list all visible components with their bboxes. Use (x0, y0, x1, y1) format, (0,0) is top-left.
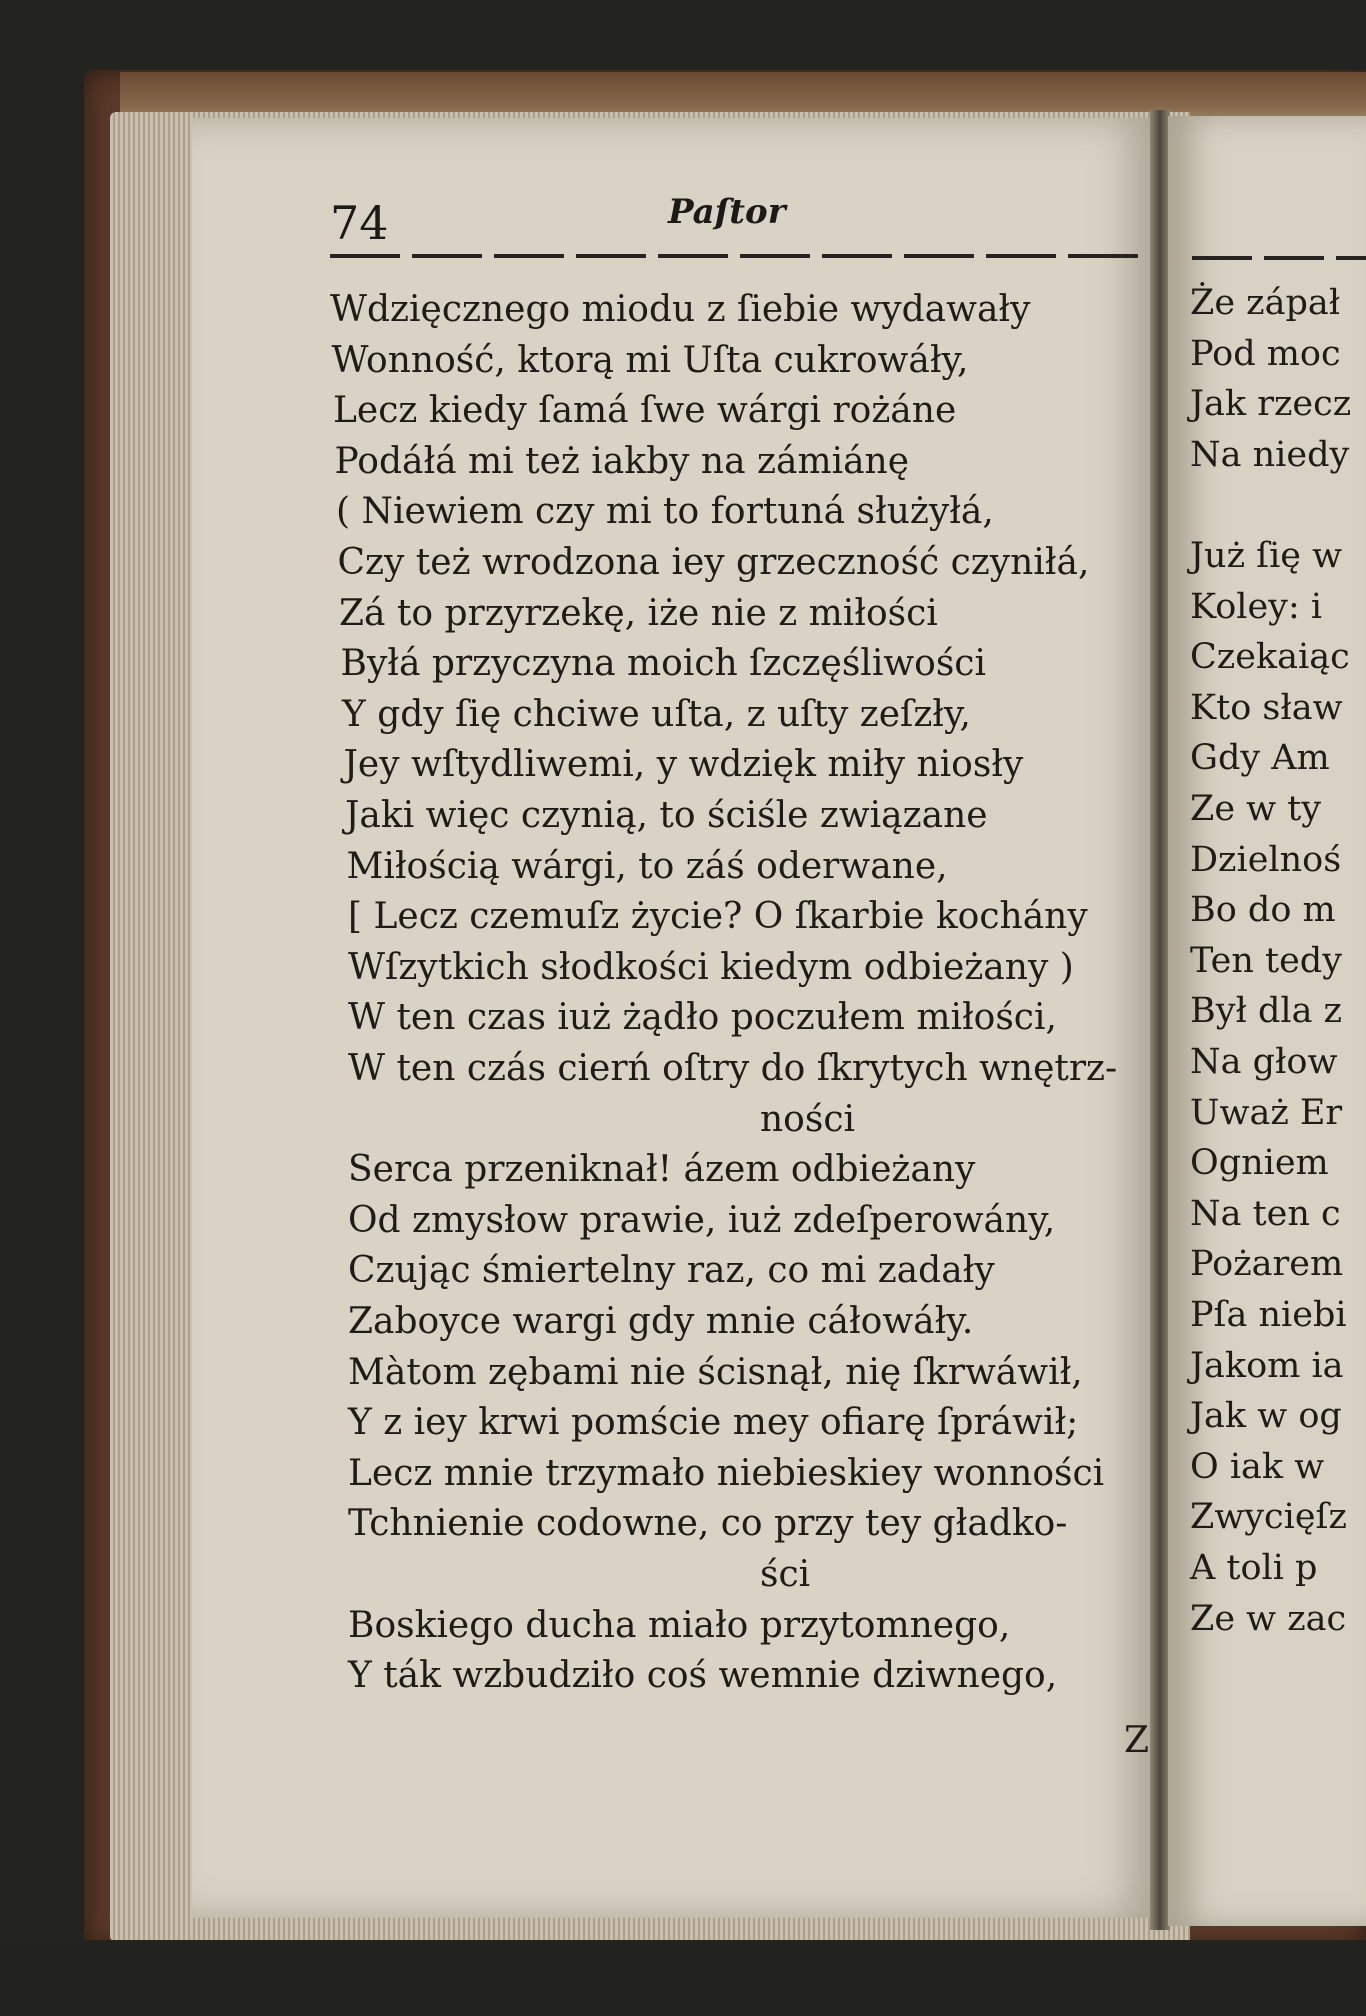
right-text-line: Pod moc (1190, 333, 1341, 374)
text-line: Boskiego ducha miało przytomnego, (348, 1604, 1011, 1646)
right-text-line: Jak rzecz (1190, 384, 1352, 425)
text-line: Y z iey krwi pomście mey ofiarę ſpráwił; (348, 1402, 1079, 1444)
right-text-line: Jakom ia (1190, 1345, 1344, 1386)
right-text-line: A toli p (1190, 1548, 1318, 1588)
right-text-line: Pſa niebi (1190, 1295, 1347, 1335)
text-line: Lecz mnie trzymało niebieskiey wonności (348, 1452, 1105, 1494)
page-number: 74 (330, 196, 389, 250)
text-line: Màtom zębami nie ścisnął, nię ſkrwáwił, (348, 1351, 1083, 1393)
right-text-line: Bo do m (1190, 890, 1336, 931)
right-text-line: Kto sław (1190, 687, 1343, 728)
right-page (1168, 116, 1366, 1926)
right-text-line: Ze w ty (1190, 789, 1322, 829)
right-text-line: O iak w (1190, 1446, 1325, 1487)
text-line: ści (760, 1554, 811, 1595)
text-line: ( Niewiem czy mi to fortuná służyłá, (336, 491, 994, 533)
right-text-line: Czekaiąc (1190, 637, 1350, 678)
catchword: Z (1124, 1720, 1150, 1761)
right-text-line: Że zápał (1190, 283, 1341, 323)
text-line: Czy też wrodzona iey grzeczność czyniłá, (337, 542, 1090, 583)
text-line: Y gdy ſię chciwe uſta, z uſty zeſzły, (342, 693, 971, 735)
text-line: Czując śmiertelny raz, co mi zadały (348, 1250, 995, 1292)
right-text-line: Pożarem (1190, 1244, 1344, 1285)
text-line: Byłá przyczyna moich ſzczęśliwości (340, 643, 986, 685)
text-line: ności (760, 1098, 856, 1140)
text-line: W ten czas iuż żądło poczułem miłości, (348, 997, 1057, 1039)
running-head: Paſtor (668, 192, 786, 232)
right-text-line: Uważ Er (1190, 1092, 1343, 1133)
right-text-line: Był dla z (1190, 991, 1342, 1032)
text-line: [ Lecz czemuſz życie? O ſkarbie kochány (348, 896, 1088, 938)
right-text-line: Już ſię w (1190, 536, 1343, 576)
right-text-line: Ogniem (1190, 1143, 1329, 1184)
right-text-line: Gdy Am (1190, 738, 1330, 779)
text-line: Jey wſtydliwemi, y wdzięk miły niosły (343, 744, 1024, 786)
right-text-line: Ten tedy (1190, 940, 1342, 981)
right-text-line: Ze w zac (1190, 1598, 1347, 1639)
right-text-line: Zwycięſz (1190, 1497, 1347, 1538)
text-line: Serca przeniknał! ázem odbieżany (348, 1149, 976, 1191)
right-text-line: Koley: i (1190, 586, 1323, 627)
right-text-line: Dzielnoś (1190, 839, 1342, 880)
text-line: Y ták wzbudziło coś wemnie dziwnego, (348, 1655, 1058, 1697)
right-header-rule (1192, 256, 1366, 260)
right-text-line: Na ten c (1190, 1193, 1341, 1234)
text-line: Podáłá mi też iakby na zámiánę (334, 440, 910, 482)
right-text-line: Na niedy (1190, 434, 1350, 475)
book-gutter (1150, 110, 1170, 1930)
text-line: Wonność, ktorą mi Uſta cukrowáły, (331, 339, 969, 381)
text-line: Wdzięcznego miodu z ſiebie wydawały (330, 289, 1031, 330)
right-text-line: Jak w og (1190, 1396, 1342, 1437)
text-line: Lecz kiedy ſamá ſwe wárgi rożáne (333, 390, 957, 432)
text-line: Tchnienie codowne, co przy tey gładko- (348, 1503, 1068, 1545)
text-line: Miłością wárgi, to záś oderwane, (346, 845, 948, 887)
text-line: Zá to przyrzekę, iże nie z miłości (339, 592, 938, 634)
text-line: W ten czás cierń oſtry do ſkrytych wnętrz- (348, 1048, 1118, 1089)
text-line: Zaboyce wargi gdy mnie cáłowáły. (348, 1301, 974, 1342)
text-line: Wſzytkich słodkości kiedym odbieżany ) (348, 946, 1074, 988)
background-bottom (0, 1940, 1366, 2016)
text-line: Od zmysłow prawie, iuż zdeſperowány, (348, 1199, 1056, 1241)
text-line: Jaki więc czynią, to ściśle związane (345, 795, 988, 836)
right-text-line: Na głow (1190, 1042, 1338, 1082)
header-rule (330, 254, 1140, 258)
